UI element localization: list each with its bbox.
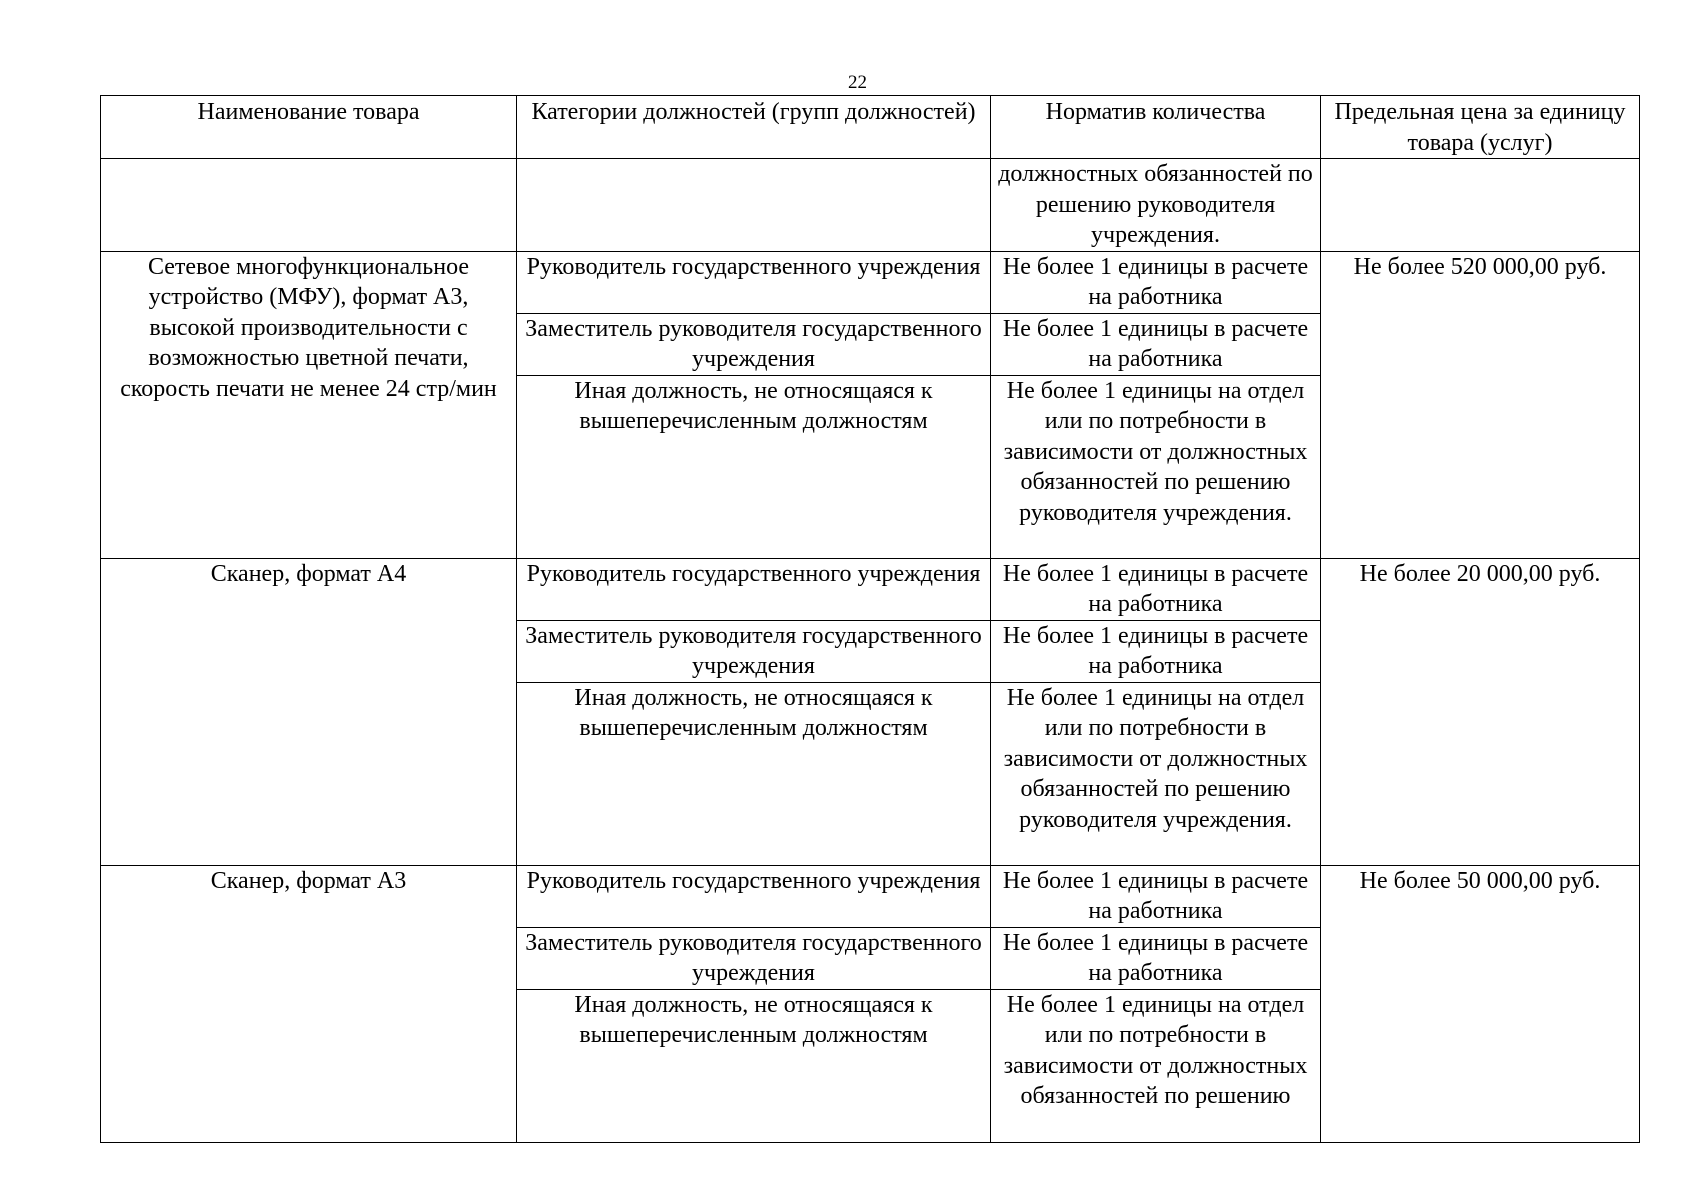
position-category-cell (517, 159, 991, 252)
norms-table (100, 95, 1640, 1143)
price-cell (1321, 159, 1640, 252)
table-row (101, 865, 1640, 927)
product-name-cell: Сканер, формат А3 (101, 865, 517, 1142)
quantity-norm-cell: Не более 1 единицы в расчете на работника (991, 927, 1321, 989)
table-header-row (101, 96, 1640, 159)
table-row (101, 558, 1640, 620)
table-row (101, 159, 1640, 252)
header-position-category: Категории должностей (групп должностей) (517, 96, 991, 159)
table-row (101, 251, 1640, 313)
header-quantity-norm: Норматив количества (991, 96, 1321, 159)
position-category-cell: Руководитель государственного учреждения (517, 558, 991, 620)
position-category-cell: Заместитель руководителя государственного учреждения (517, 620, 991, 682)
position-category-cell: Иная должность, не относящаяся к вышеперечисленным должностям (517, 989, 991, 1142)
quantity-norm-cell: должностных обязанностей по решению руководителя учреждения. (991, 159, 1321, 252)
position-category-cell: Иная должность, не относящаяся к вышеперечисленным должностям (517, 682, 991, 865)
quantity-norm-cell: Не более 1 единицы на отдел или по потребности в зависимости от должностных обязанностей по решению руководителя учреждения. (991, 375, 1321, 558)
page-number: 22 (848, 72, 867, 93)
quantity-norm-cell: Не более 1 единицы в расчете на работника (991, 865, 1321, 927)
product-name-cell (101, 159, 517, 252)
position-category-cell: Заместитель руководителя государственного учреждения (517, 313, 991, 375)
quantity-norm-cell: Не более 1 единицы на отдел или по потребности в зависимости от должностных обязанностей по решению (991, 989, 1321, 1142)
quantity-norm-cell: Не более 1 единицы в расчете на работника (991, 313, 1321, 375)
quantity-norm-cell: Не более 1 единицы в расчете на работника (991, 251, 1321, 313)
header-product-name: Наименование товара (101, 96, 517, 159)
price-cell: Не более 50 000,00 руб. (1321, 865, 1640, 1142)
position-category-cell: Заместитель руководителя государственного учреждения (517, 927, 991, 989)
position-category-cell: Иная должность, не относящаяся к вышеперечисленным должностям (517, 375, 991, 558)
position-category-cell: Руководитель государственного учреждения (517, 251, 991, 313)
position-category-cell: Руководитель государственного учреждения (517, 865, 991, 927)
product-name-cell: Сетевое многофункциональное устройство (МФУ), формат А3, высокой производительности с возможностью цветной печати, скорость печати не менее 24 стр/мин (101, 251, 517, 558)
product-name-cell: Сканер, формат А4 (101, 558, 517, 865)
header-price-limit: Предельная цена за единицу товара (услуг) (1321, 96, 1640, 159)
price-cell: Не более 520 000,00 руб. (1321, 251, 1640, 558)
quantity-norm-cell: Не более 1 единицы в расчете на работника (991, 558, 1321, 620)
price-cell: Не более 20 000,00 руб. (1321, 558, 1640, 865)
quantity-norm-cell: Не более 1 единицы в расчете на работника (991, 620, 1321, 682)
quantity-norm-cell: Не более 1 единицы на отдел или по потребности в зависимости от должностных обязанностей по решению руководителя учреждения. (991, 682, 1321, 865)
